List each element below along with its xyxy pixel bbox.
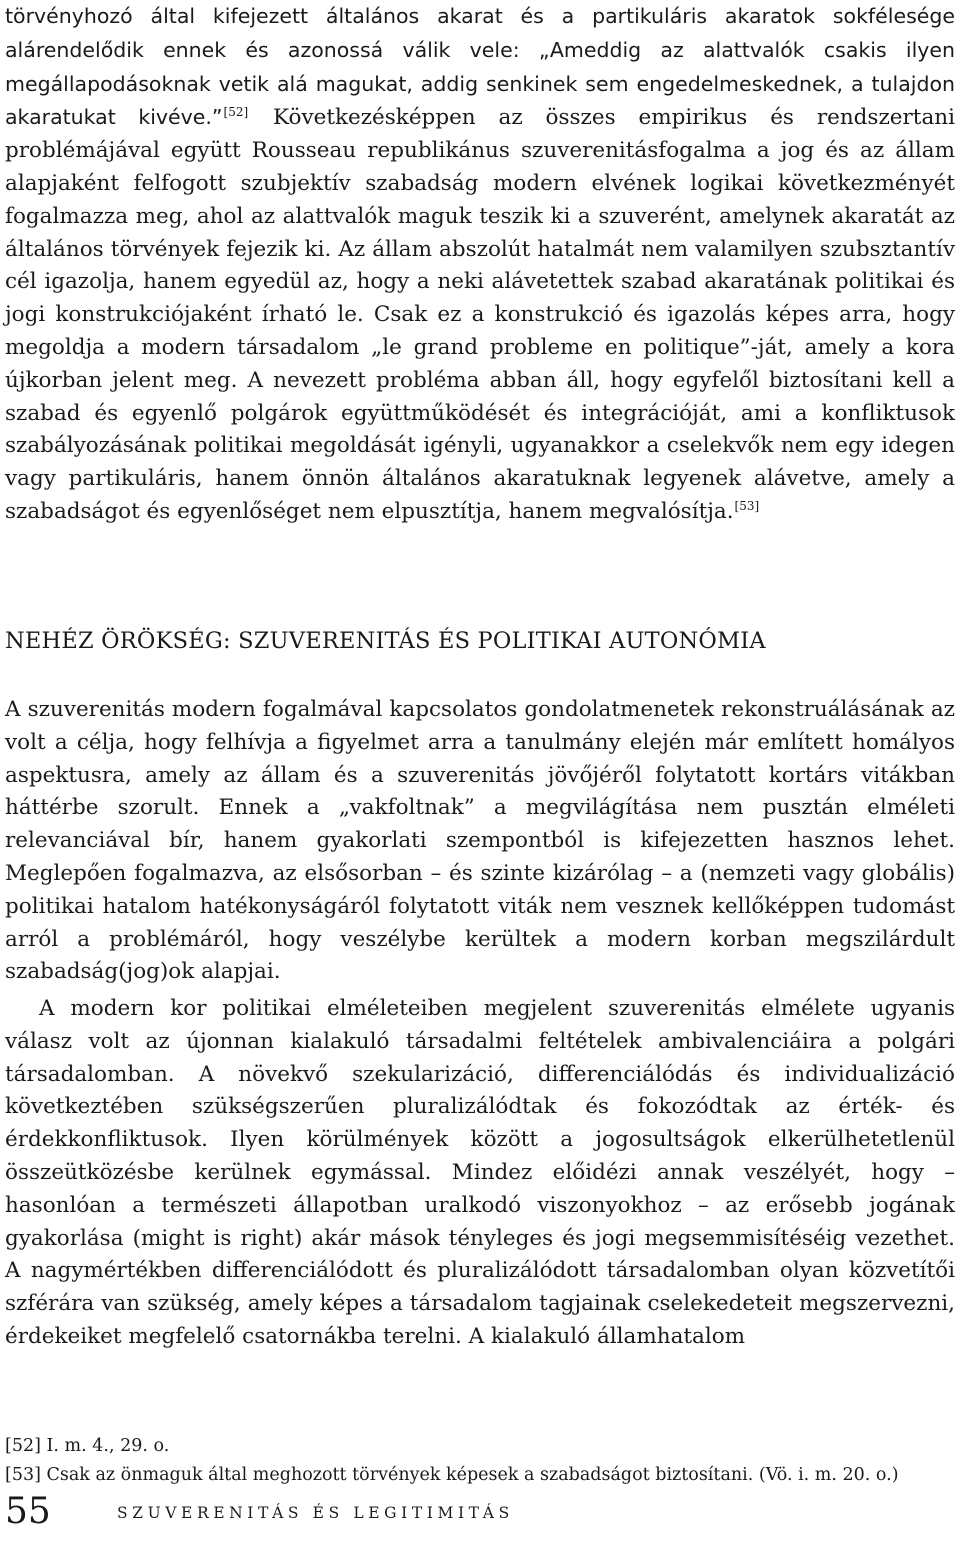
paragraph-2: A szuverenitás modern fogalmával kapcsolatos gondolatmenetek rekonstruálásának az volt a célja, hogy felhívja a figyelmet arra a tanulmány elején már említett homályos aspektusra, amely az állam és a szuverenitás jövőjéről folytatott kortárs vitákban háttérbe szorult. Ennek a „vakfoltnak” a megvilágítása nem pusztán elméleti relevanciával bír, hanem gyakorlati szempontból is kifejezetten hasznos lehet. Meglepően fogalmazva, az elsősorban – és szinte kizárólag – a (nemzeti vagy globális) politikai hatalom hatékonyságáról folytatott viták nem vesznek kellőképpen tudomást arról a problémáról, hogy veszélybe kerültek a modern korban megszilárdult szabadság(jog)ok alapjai. [5,697,955,985]
paragraph-1-lead: törvényhozó által kifejezett általános akarat és a partikuláris akaratok sokfélesége alárendelődik ennek és azonossá válik vele: „Ameddig az alattvalók csakis ilyen megállapodásoknak vetik alá magukat, addig senkinek sem engedelmeskednek, a tulajdon akaratukat kivéve.” [5,4,955,130]
paragraph-1 [5,0,955,529]
footnote-52: [52] I. m. 4., 29. o. [5,1436,170,1456]
footnote-ref-52[interactable]: [52] [223,105,249,120]
paragraph-3: A modern kor politikai elméleteiben megjelent szuverenitás elmélete ugyanis válasz volt az újonnan kialakuló társadalmi feltételek ambivalenciáira a polgári társadalomban. A növekvő szekularizáció, differenciálódás és individualizáció következtében szükségszerűen pluralizálódtak és fokozódtak az érték- és érdekkonfliktusok. Ilyen körülmények között a jogosultságok elkerülhetetlenül összeütközésbe kerülnek egymással. Mindez előidézi annak veszélyét, hogy – hasonlóan a természeti állapotban uralkodó viszonyokhoz – az erősebb jogának gyakorlása (might is right) akár mások tényleges és jogi megsemmisítéséig vezethet. A nagymértékben differenciálódott és pluralizálódott társadalomban olyan közvetítői szférára van szükség, amely képes a társadalom tagjainak cselekedeteit megszervezni, érdekeiket megfelelő csatornákba terelni. A kialakuló államhatalom [5,996,955,1349]
footnote-ref-53[interactable]: [53] [734,498,760,513]
footnote-53: [53] Csak az önmaguk által meghozott törvények képesek a szabadságot biztosítani. (Vö. i. m. 20. o.) [5,1465,899,1485]
footnotes [5,1432,960,1490]
running-title: SZUVERENITÁS ÉS LEGITIMITÁS [117,1504,514,1522]
paragraph-1-body: Következésképpen az összes empirikus és rendszertani problémájával együtt Rousseau republikánus szuverenitásfogalma a jog és az állam alapjaként felfogott szubjektív szabadság modern elvének logikai következményét fogalmazza meg, ahol az alattvalók maguk teszik ki a szuverént, amelynek akaratát az általános törvények fejezik ki. Az állam abszolút hatalmát nem valamilyen szubsztantív cél igazolja, hanem egyedül az, hogy a neki alávetettek szabad akaratának politikai és jogi konstrukciójaként írható le. Csak ez a konstrukció és igazolás képes arra, hogy megoldja a modern társadalom „le grand probleme en politique”-ját, amely a kora újkorban jelent meg. A nevezett probléma abban áll, hogy egyfelől biztosítani kell a szabad és egyenlő polgárok együttműködését és integrációját, ami a konfliktusok szabályozásának politikai megoldását igényli, ugyanakkor a cselekvők nem egy idegen vagy partikuláris, hanem önnön általános akaratuknak legyenek alávetve, amely a szabadságot és egyenlőséget nem elpusztítja, hanem megvalósítja. [5,105,955,524]
section-heading: NEHÉZ ÖRÖKSÉG: SZUVERENITÁS ÉS POLITIKAI AUTONÓMIA [5,628,766,654]
page-number: 55 [5,1491,51,1532]
page-footer [5,1487,955,1537]
